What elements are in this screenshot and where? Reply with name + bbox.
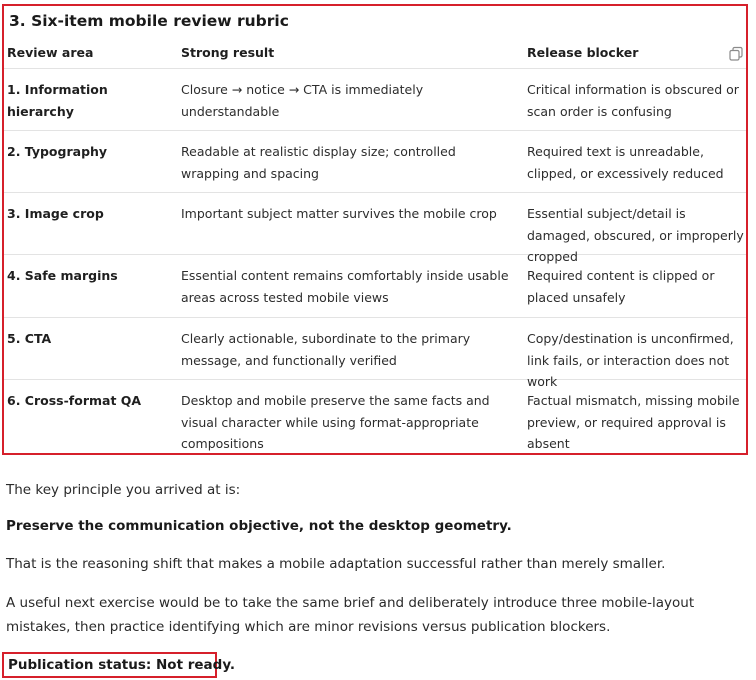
release-blocker-cell: Required text is unreadable, clipped, or excessively reduced xyxy=(527,144,724,181)
table-row xyxy=(4,317,746,389)
release-blocker-cell: Critical information is obscured or scan order is confusing xyxy=(527,82,739,119)
key-principle: Preserve the communication objective, not the desktop geometry. xyxy=(6,518,512,534)
strong-result-cell: Desktop and mobile preserve the same facts and visual character while using format-appropriate compositions xyxy=(181,393,490,451)
reasoning-text: That is the reasoning shift that makes a mobile adaptation successful rather than merely smaller. xyxy=(6,556,666,572)
table-row xyxy=(4,379,746,453)
table-row xyxy=(4,68,746,131)
rubric-title: 3. Six-item mobile review rubric xyxy=(9,12,289,30)
strong-result-cell: Essential content remains comfortably inside usable areas across tested mobile views xyxy=(181,268,509,305)
strong-result-cell: Readable at realistic display size; controlled wrapping and spacing xyxy=(181,144,456,181)
table-row xyxy=(4,130,746,193)
intro-text: The key principle you arrived at is: xyxy=(6,482,241,498)
column-header-release-blocker: Release blocker xyxy=(527,45,639,60)
review-area-cell: 1. Information hierarchy xyxy=(7,82,108,119)
exercise-text: A useful next exercise would be to take the same brief and deliberately introduce three mobile-layout mistakes, then practice identifying which are minor revisions versus publication blockers. xyxy=(6,595,695,635)
strong-result-cell: Closure → notice → CTA is immediately understandable xyxy=(181,82,424,119)
review-area-cell: 6. Cross-format QA xyxy=(7,393,142,408)
publication-status-box xyxy=(2,652,236,678)
review-area-cell: 5. CTA xyxy=(7,331,52,346)
release-blocker-cell: Essential subject/detail is damaged, obscured, or improperly cropped xyxy=(527,206,744,264)
table-header xyxy=(4,36,746,69)
publication-status: Publication status: Not ready. xyxy=(8,657,236,673)
table-row xyxy=(4,254,746,318)
column-header-strong-result: Strong result xyxy=(181,45,275,60)
copy-icon[interactable] xyxy=(728,46,744,62)
strong-result-cell: Clearly actionable, subordinate to the primary message, and functionally verified xyxy=(181,331,471,368)
table-row xyxy=(4,192,746,264)
release-blocker-cell: Required content is clipped or placed unsafely xyxy=(527,268,715,305)
review-area-cell: 2. Typography xyxy=(7,144,108,159)
release-blocker-cell: Copy/destination is unconfirmed, link fails, or interaction does not work xyxy=(527,331,734,389)
release-blocker-cell: Factual mismatch, missing mobile preview, or required approval is absent xyxy=(527,393,740,451)
review-area-cell: 3. Image crop xyxy=(7,206,104,221)
rubric-section xyxy=(2,4,748,455)
strong-result-cell: Important subject matter survives the mobile crop xyxy=(181,206,497,221)
review-area-cell: 4. Safe margins xyxy=(7,268,118,283)
column-header-review-area: Review area xyxy=(7,45,94,60)
